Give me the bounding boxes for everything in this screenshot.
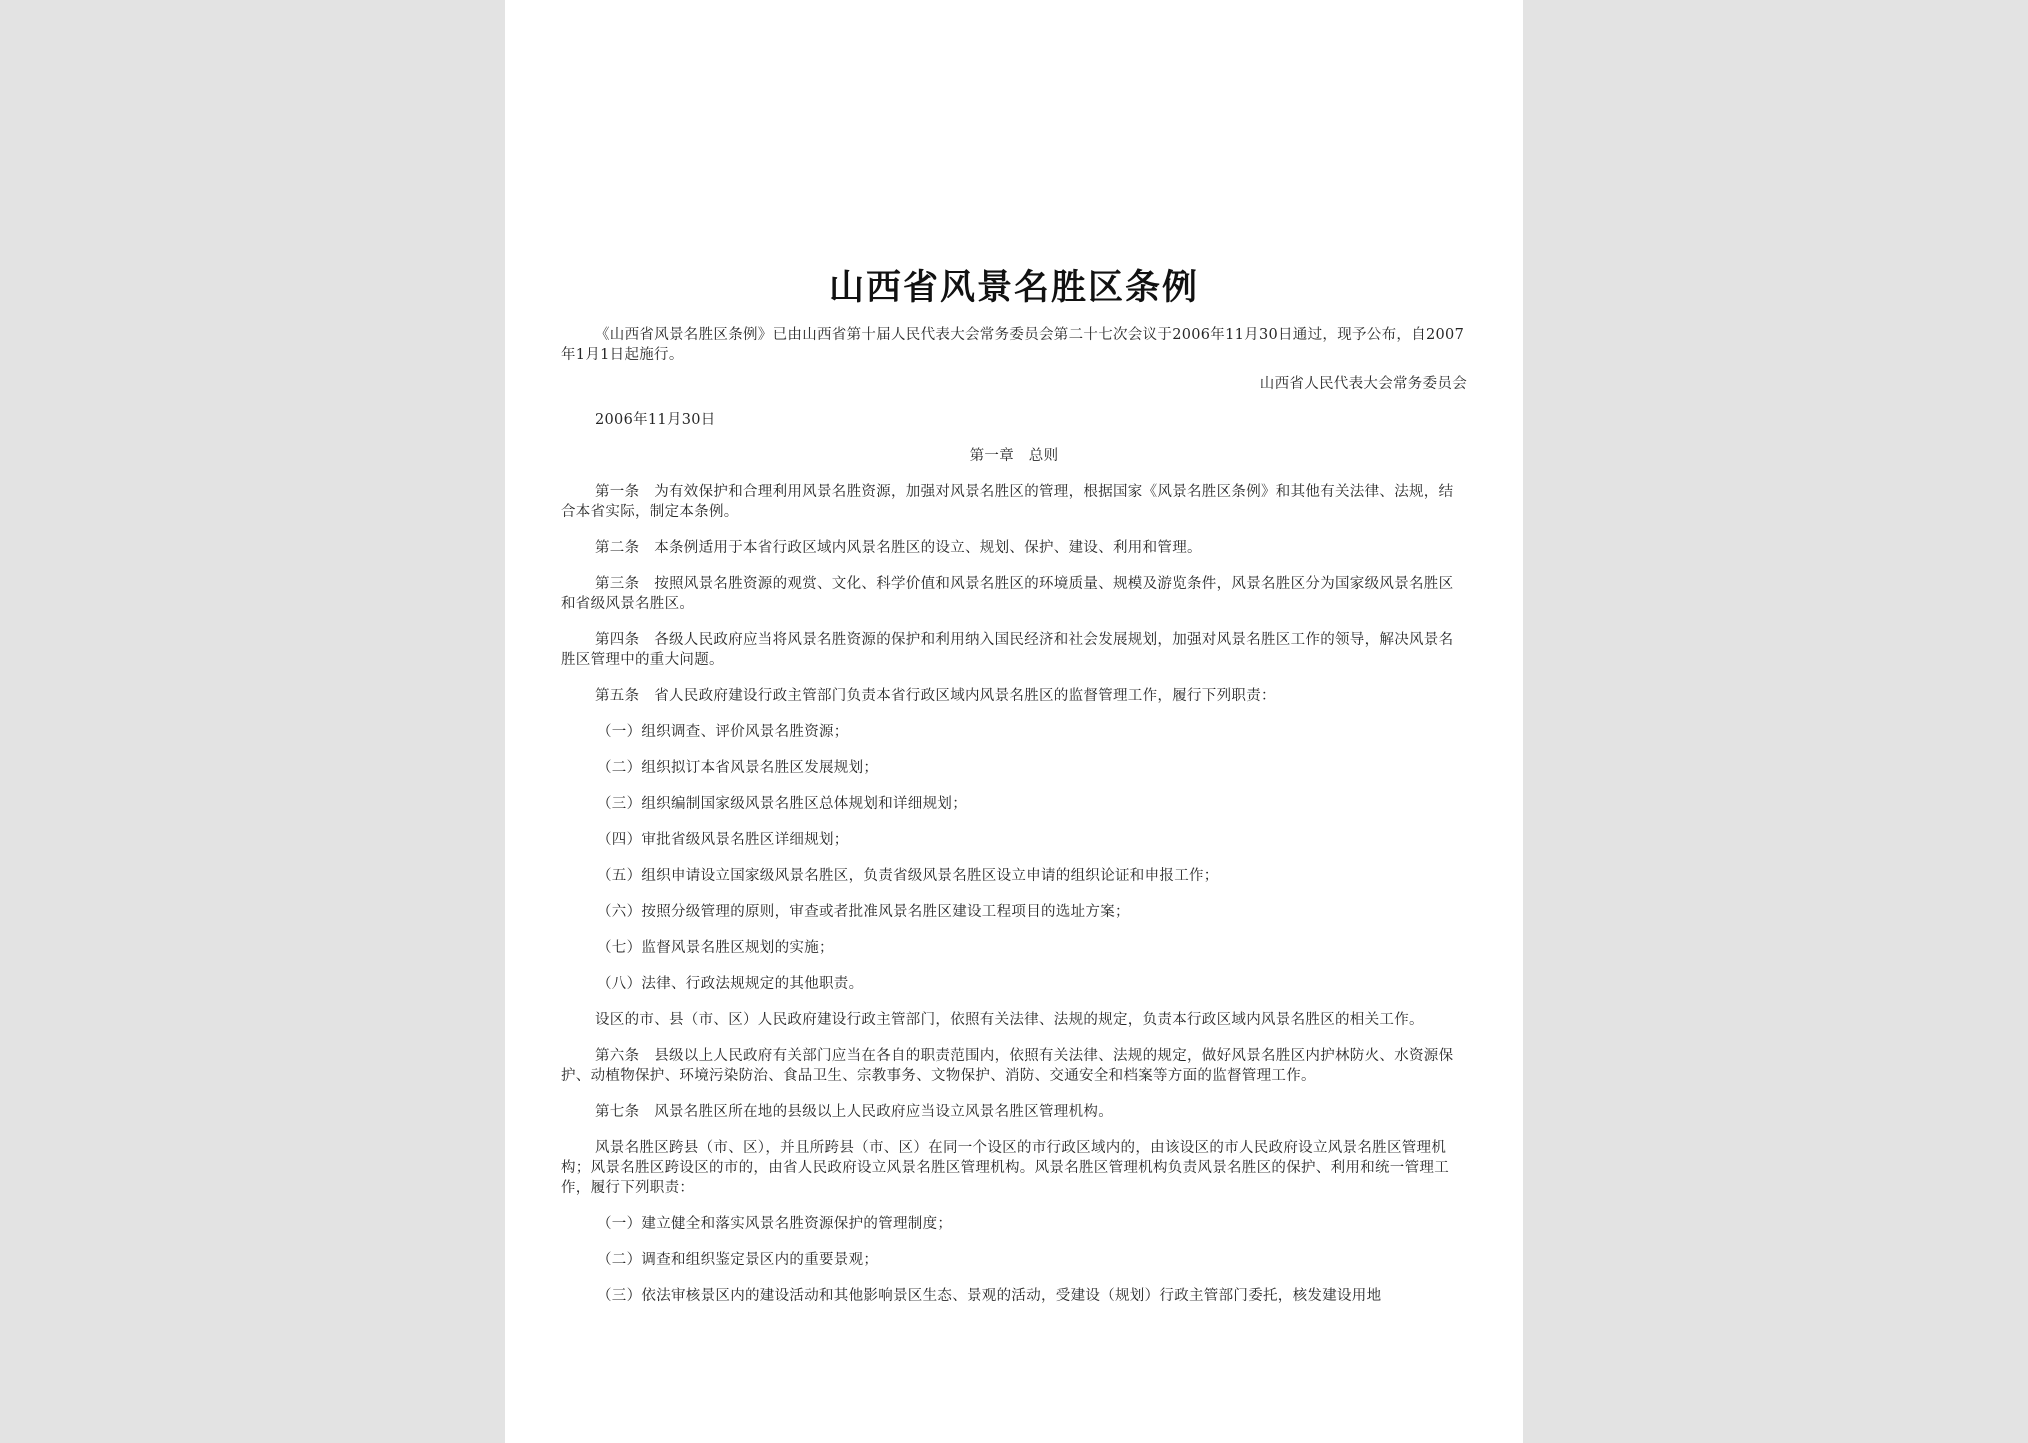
article-5-tail: 设区的市、县（市、区）人民政府建设行政主管部门，依照有关法律、法规的规定，负责本行政区域内风景名胜区的相关工作。 xyxy=(595,1012,1424,1028)
chapter-heading: 第一章 总则 xyxy=(969,448,1059,464)
article-7: 第七条 风景名胜区所在地的县级以上人民政府应当设立风景名胜区管理机构。 xyxy=(595,1104,1113,1120)
article-6: 第六条 县级以上人民政府有关部门应当在各自的职责范围内，依照有关法律、法规的规定，做好风景名胜区内护林防火、水资源保护、动植物保护、环境污染防治、食品卫生、宗教事务、文物保护、消防、交通安全和档案等方面的监督管理工作。 xyxy=(561,1048,1454,1084)
article-5-item-2: （二）组织拟订本省风景名胜区发展规划； xyxy=(597,760,879,776)
article-5-item-8: （八）法律、行政法规规定的其他职责。 xyxy=(597,976,864,992)
issuer: 山西省人民代表大会常务委员会 xyxy=(1259,376,1467,392)
document-title: 山西省风景名胜区条例 xyxy=(828,267,1199,308)
article-7-item-1: （一）建立健全和落实风景名胜资源保护的管理制度； xyxy=(597,1216,953,1232)
article-1: 第一条 为有效保护和合理利用风景名胜资源，加强对风景名胜区的管理，根据国家《风景名胜区条例》和其他有关法律、法规，结合本省实际，制定本条例。 xyxy=(561,484,1454,520)
promulgation-notice: 《山西省风景名胜区条例》已由山西省第十届人民代表大会常务委员会第二十七次会议于2006年11月30日通过，现予公布，自2007年1月1日起施行。 xyxy=(561,327,1465,363)
article-7-paragraph-2: 风景名胜区跨县（市、区），并且所跨县（市、区）在同一个设区的市行政区域内的，由该设区的市人民政府设立风景名胜区管理机构；风景名胜区跨设区的市的，由省人民政府设立风景名胜区管理机构。风景名胜区管理机构负责风景名胜区的保护、利用和统一管理工作，履行下列职责： xyxy=(561,1140,1449,1196)
article-7-item-2: （二）调查和组织鉴定景区内的重要景观； xyxy=(597,1252,879,1268)
article-5-item-5: （五）组织申请设立国家级风景名胜区，负责省级风景名胜区设立申请的组织论证和申报工作； xyxy=(597,868,1219,884)
article-2: 第二条 本条例适用于本省行政区域内风景名胜区的设立、规划、保护、建设、利用和管理。 xyxy=(595,540,1202,556)
issue-date: 2006年11月30日 xyxy=(595,412,716,428)
article-3: 第三条 按照风景名胜资源的观赏、文化、科学价值和风景名胜区的环境质量、规模及游览条件，风景名胜区分为国家级风景名胜区和省级风景名胜区。 xyxy=(561,576,1454,612)
article-4: 第四条 各级人民政府应当将风景名胜资源的保护和利用纳入国民经济和社会发展规划，加强对风景名胜区工作的领导，解决风景名胜区管理中的重大问题。 xyxy=(561,632,1454,668)
article-5-item-4: （四）审批省级风景名胜区详细规划； xyxy=(597,832,849,848)
article-5-item-3: （三）组织编制国家级风景名胜区总体规划和详细规划； xyxy=(597,796,967,812)
document-page xyxy=(505,0,1523,1443)
article-7-item-3: （三）依法审核景区内的建设活动和其他影响景区生态、景观的活动，受建设（规划）行政主管部门委托，核发建设用地 xyxy=(597,1288,1382,1304)
article-5-item-6: （六）按照分级管理的原则，审查或者批准风景名胜区建设工程项目的选址方案； xyxy=(597,904,1130,920)
article-5-item-1: （一）组织调查、评价风景名胜资源； xyxy=(597,724,849,740)
article-5: 第五条 省人民政府建设行政主管部门负责本省行政区域内风景名胜区的监督管理工作，履行下列职责： xyxy=(595,688,1276,704)
document-body xyxy=(561,268,1467,1306)
article-5-item-7: （七）监督风景名胜区规划的实施； xyxy=(597,940,834,956)
